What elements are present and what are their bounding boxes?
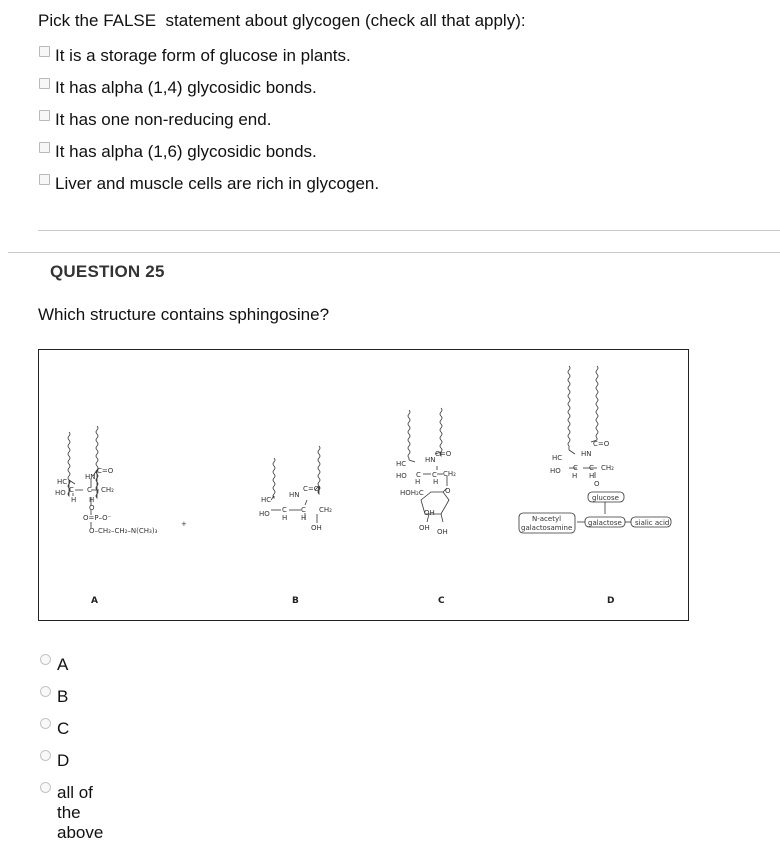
label-oh: OH <box>419 524 430 532</box>
checkbox-option-label: It has alpha (1,4) glycosidic bonds. <box>55 78 317 97</box>
structures-figure-svg <box>39 350 690 622</box>
checkbox-option-label: It is a storage form of glucose in plants. <box>55 46 351 65</box>
label-sialic-acid: sialic acid <box>635 519 670 527</box>
radio-button[interactable] <box>40 750 51 761</box>
label-o: O <box>89 504 95 512</box>
divider <box>8 252 780 253</box>
label-hc: HC <box>261 496 272 504</box>
label-h: H <box>572 472 578 480</box>
label-ho: HO <box>396 472 407 480</box>
label-o: O <box>445 487 451 495</box>
answer-label: C <box>57 719 70 738</box>
checkbox[interactable] <box>39 78 50 89</box>
label-h: H <box>301 514 307 522</box>
label-h: H <box>433 478 439 486</box>
answer-label: D <box>57 751 70 770</box>
label-oh: OH <box>424 509 435 517</box>
answer-label: B <box>57 687 69 706</box>
previous-question-title: Pick the FALSE statement about glycogen (check all that apply): <box>38 11 526 30</box>
label-c: C <box>301 506 306 514</box>
label-c: C <box>87 486 92 494</box>
checkbox[interactable] <box>39 174 50 185</box>
caption-a: A <box>91 596 98 606</box>
label-c: C <box>282 506 287 514</box>
previous-question <box>38 10 758 200</box>
caption-d: D <box>607 596 615 606</box>
label-h: H <box>282 514 288 522</box>
checkbox-option[interactable] <box>38 72 758 104</box>
label-hoh2c: HOH₂C <box>400 489 424 497</box>
caption-c: C <box>438 596 445 606</box>
fatty-chain <box>408 410 410 460</box>
structures-figure <box>38 349 689 621</box>
fatty-chain <box>96 426 98 498</box>
radio-button[interactable] <box>40 782 51 793</box>
label-hn: HN <box>425 456 436 464</box>
checkbox-option[interactable] <box>38 136 758 168</box>
label-co: C=O <box>435 450 452 458</box>
answer-label: A <box>57 655 69 674</box>
label-hn: HN <box>581 450 592 458</box>
label-ch2: CH₂ <box>443 470 456 478</box>
label-choline: O–CH₂–CH₂–N(CH₃)₃ <box>89 527 158 535</box>
label-c: C <box>432 471 437 479</box>
label-glucose: glucose <box>592 494 619 502</box>
label-c: C <box>573 464 578 472</box>
label-ho: HO <box>259 510 270 518</box>
label-ho: HO <box>55 489 66 497</box>
label-phosphate: O=P–O⁻ <box>83 514 112 522</box>
label-hc: HC <box>57 478 68 486</box>
label-nacetyl: N-acetyl <box>532 515 562 523</box>
radio-button[interactable] <box>40 718 51 729</box>
radio-button[interactable] <box>40 654 51 665</box>
checkbox[interactable] <box>39 110 50 121</box>
label-c: C <box>416 471 421 479</box>
label-ch2: CH₂ <box>101 486 114 494</box>
label-h: H <box>415 478 421 486</box>
checkbox-option[interactable] <box>38 168 758 200</box>
label-co: C=O <box>303 485 320 493</box>
label-co: C=O <box>593 440 610 448</box>
checkbox-option-label: It has one non-reducing end. <box>55 110 272 129</box>
label-hn: HN <box>85 473 96 481</box>
label-galactose: galactose <box>588 519 622 527</box>
label-plus: + <box>181 520 187 528</box>
label-hc: HC <box>552 454 563 462</box>
fatty-chain <box>568 366 570 450</box>
checkbox-option[interactable] <box>38 104 758 136</box>
label-c: C <box>589 464 594 472</box>
fatty-chain <box>596 366 598 440</box>
checkbox-option-label: It has alpha (1,6) glycosidic bonds. <box>55 142 317 161</box>
label-co: C=O <box>97 467 114 475</box>
label-hn: HN <box>289 491 300 499</box>
question-heading: QUESTION 25 <box>50 262 165 281</box>
fatty-chain <box>440 408 442 456</box>
radio-button[interactable] <box>40 686 51 697</box>
label-h: H <box>71 496 77 504</box>
label-galactosamine: galactosamine <box>521 524 573 532</box>
label-o: O <box>594 480 600 488</box>
fatty-chain <box>273 458 275 498</box>
checkbox[interactable] <box>39 142 50 153</box>
checkbox[interactable] <box>39 46 50 57</box>
label-hc: HC <box>396 460 407 468</box>
label-h: H <box>89 496 95 504</box>
label-ch2: CH₂ <box>319 506 332 514</box>
caption-b: B <box>292 596 299 606</box>
checkbox-option[interactable] <box>38 40 758 72</box>
label-ch2: CH₂ <box>601 464 614 472</box>
checkbox-option-label: Liver and muscle cells are rich in glycogen. <box>55 174 380 193</box>
answer-label: all of the above <box>57 783 104 842</box>
label-h: H <box>589 472 595 480</box>
label-oh: OH <box>437 528 448 536</box>
label-oh: OH <box>311 524 322 532</box>
label-c: C <box>69 486 74 494</box>
label-ho: HO <box>550 467 561 475</box>
divider <box>38 230 780 231</box>
question-prompt: Which structure contains sphingosine? <box>38 305 330 324</box>
